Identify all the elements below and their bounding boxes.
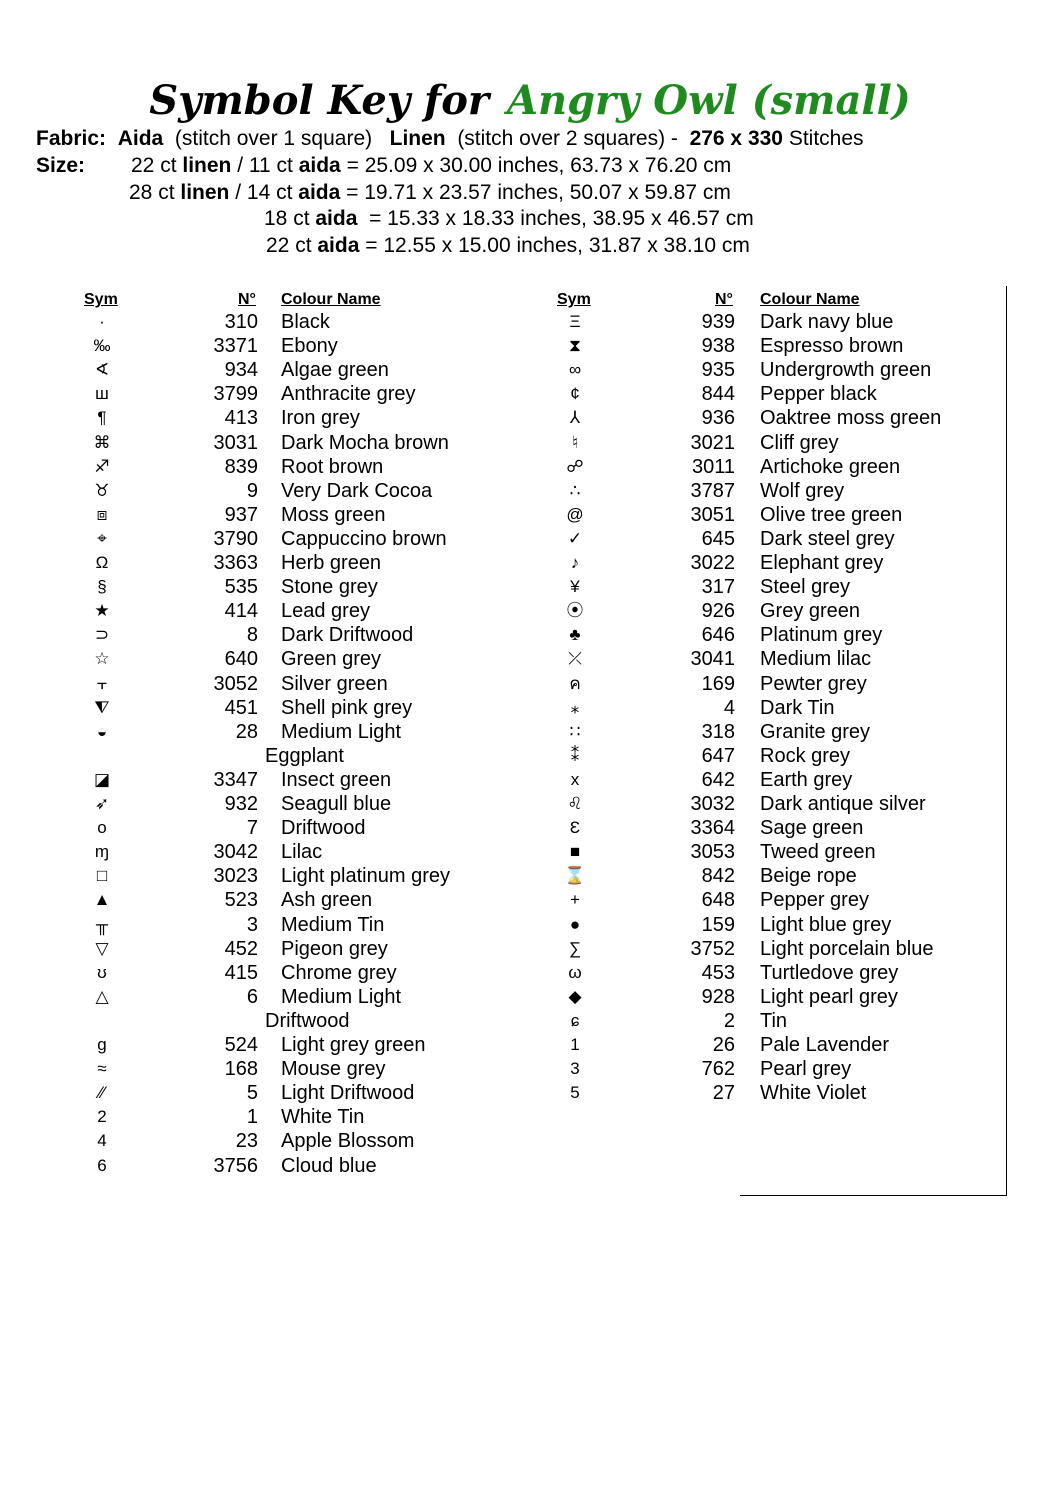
thread-number: 762 bbox=[701, 1058, 735, 1081]
page-title bbox=[0, 76, 1060, 126]
stitch-count: 276 x 330 bbox=[689, 127, 783, 150]
thread-number: 4 bbox=[723, 696, 735, 719]
fabric-linen: Linen bbox=[389, 127, 446, 150]
thread-number: 3011 bbox=[691, 455, 735, 478]
colour-name: Dark antique silver bbox=[760, 793, 926, 815]
thread-number: 317 bbox=[701, 576, 735, 599]
thread-number: 3031 bbox=[213, 431, 258, 454]
fabric-line bbox=[36, 126, 864, 152]
symbol-glyph: ⧈ bbox=[96, 504, 108, 524]
colour-name: Pale Lavender bbox=[760, 1034, 889, 1056]
header-num-right: N° bbox=[715, 291, 733, 308]
symbol-glyph: g bbox=[97, 1035, 107, 1054]
colour-name: Mouse grey bbox=[281, 1058, 386, 1081]
symbol-glyph: ⦿ bbox=[566, 601, 584, 621]
symbol-glyph: ✓ bbox=[567, 528, 583, 548]
symbol-glyph: ♮ bbox=[571, 432, 579, 452]
colour-name: Rock grey bbox=[760, 744, 851, 767]
thread-number: 3371 bbox=[213, 335, 258, 358]
colour-name: Light porcelain blue bbox=[760, 937, 934, 960]
symbol-glyph: @ bbox=[566, 504, 584, 524]
fabric-label: Fabric: bbox=[36, 127, 107, 150]
title-prefix: Symbol Key for bbox=[149, 77, 489, 124]
thread-number: 414 bbox=[224, 600, 258, 623]
symbol-glyph: ♉ bbox=[94, 480, 110, 500]
colour-name: Tweed green bbox=[760, 841, 876, 864]
thread-number: 928 bbox=[701, 985, 735, 1008]
thread-number: 937 bbox=[224, 503, 258, 526]
symbol-glyph: ⧗ bbox=[569, 336, 581, 356]
symbol-glyph: 5 bbox=[570, 1083, 580, 1103]
thread-number: 3053 bbox=[690, 841, 735, 864]
symbol-glyph: ➶ bbox=[94, 794, 110, 813]
header-sym-right: Sym bbox=[557, 291, 591, 308]
thread-number: 642 bbox=[701, 768, 735, 791]
symbol-glyph: + bbox=[570, 890, 580, 910]
colour-name: Dark Tin bbox=[760, 696, 835, 719]
colour-name: Shell pink grey bbox=[281, 696, 413, 719]
colour-name: Elephant grey bbox=[760, 552, 884, 574]
colour-name: Dark navy blue bbox=[760, 311, 894, 333]
thread-number: 169 bbox=[701, 672, 735, 695]
thread-number: 3051 bbox=[690, 503, 735, 526]
symbol-glyph: 4 bbox=[97, 1131, 107, 1151]
thread-number: 932 bbox=[224, 793, 258, 815]
colour-name: Ash green bbox=[281, 889, 373, 912]
colour-name: Herb green bbox=[281, 552, 382, 574]
symbol-glyph: ⁄⁄ bbox=[99, 1083, 105, 1103]
thread-number: 3023 bbox=[213, 865, 258, 888]
colour-name: Light platinum grey bbox=[281, 865, 450, 888]
symbol-glyph: ∷ bbox=[569, 721, 581, 741]
thread-number: 524 bbox=[224, 1034, 258, 1056]
thread-number: 3790 bbox=[213, 527, 258, 550]
symbol-glyph: ☍ bbox=[566, 456, 584, 476]
symbol-glyph: ⫟ bbox=[96, 673, 108, 693]
thread-number: 647 bbox=[701, 744, 735, 767]
symbol-glyph: ◆ bbox=[568, 986, 582, 1006]
symbol-glyph: ш bbox=[95, 384, 109, 404]
thread-number: 3 bbox=[246, 913, 258, 936]
thread-number: 3021 bbox=[690, 431, 735, 454]
colour-name: Stone grey bbox=[281, 576, 378, 599]
colour-name: Medium Tin bbox=[281, 913, 385, 936]
thread-number: 6 bbox=[246, 985, 258, 1008]
colour-name: White Violet bbox=[760, 1082, 867, 1105]
colour-name: Apple Blossom bbox=[281, 1130, 415, 1153]
thread-number: 27 bbox=[712, 1082, 735, 1105]
colour-name: Green grey bbox=[281, 648, 382, 671]
size-line-1: 22 ct linen / 11 ct aida = 25.09 x 30.00 inches, 63.73 x 76.20 cm bbox=[131, 154, 732, 177]
thread-number: 523 bbox=[224, 889, 258, 912]
colour-name: Light pearl grey bbox=[760, 985, 898, 1008]
header-num-left: N° bbox=[238, 291, 256, 308]
colour-name: Algae green bbox=[281, 359, 389, 382]
thread-number: 2 bbox=[723, 1009, 735, 1032]
colour-name: Lead grey bbox=[281, 600, 370, 623]
colour-name: Granite grey bbox=[760, 720, 871, 743]
thread-number: 3052 bbox=[213, 672, 258, 695]
symbol-glyph: ≈ bbox=[97, 1059, 107, 1079]
thread-number: 646 bbox=[701, 624, 735, 647]
thread-number: 648 bbox=[701, 889, 735, 912]
symbol-glyph: ‰ bbox=[93, 336, 111, 356]
symbol-glyph: x bbox=[570, 769, 580, 789]
colour-name: Undergrowth green bbox=[760, 359, 932, 382]
colour-name: Beige rope bbox=[760, 865, 857, 888]
thread-number: 926 bbox=[701, 600, 735, 623]
thread-number: 535 bbox=[224, 576, 258, 599]
thread-number: 451 bbox=[224, 696, 258, 719]
thread-number: 23 bbox=[235, 1130, 258, 1153]
symbol-glyph: ★ bbox=[94, 601, 110, 621]
colour-name: Artichoke green bbox=[760, 455, 901, 478]
symbol-glyph: ♌ bbox=[567, 794, 583, 813]
colour-name: Cappuccino brown bbox=[281, 527, 447, 550]
symbol-glyph: Ω bbox=[95, 553, 109, 572]
symbol-glyph: ♣ bbox=[569, 625, 581, 645]
symbol-glyph: ⅄ bbox=[569, 408, 581, 428]
colour-name: Sage green bbox=[760, 817, 864, 840]
colour-name: Pearl grey bbox=[760, 1058, 852, 1081]
colour-name: Anthracite grey bbox=[281, 383, 416, 406]
colour-name: Chrome grey bbox=[281, 961, 397, 984]
thread-number: 935 bbox=[701, 359, 735, 382]
symbol-glyph: · bbox=[99, 312, 105, 331]
colour-name: Pepper grey bbox=[760, 889, 869, 912]
colour-name: Pepper black bbox=[760, 383, 877, 406]
thread-number: 452 bbox=[224, 937, 258, 960]
symbol-glyph: ▲ bbox=[93, 890, 111, 910]
colour-name: Grey green bbox=[760, 600, 861, 623]
symbol-glyph: ⌛ bbox=[564, 866, 586, 886]
colour-name: Medium lilac bbox=[760, 648, 872, 671]
colour-name: Lilac bbox=[281, 841, 323, 864]
thread-number: 3347 bbox=[213, 768, 258, 791]
thread-number: 645 bbox=[701, 527, 735, 550]
size-line-4: 22 ct aida = 12.55 x 15.00 inches, 31.87 x 38.10 cm bbox=[266, 234, 750, 257]
size-line-2: 28 ct linen / 14 ct aida = 19.71 x 23.57 inches, 50.07 x 59.87 cm bbox=[129, 181, 731, 204]
colour-name-continued: Eggplant bbox=[265, 744, 344, 767]
symbol-glyph: ╥ bbox=[95, 914, 109, 934]
colour-name: Olive tree green bbox=[760, 503, 903, 526]
thread-number: 1 bbox=[246, 1106, 258, 1129]
symbol-glyph: Ξ bbox=[569, 312, 581, 331]
colour-name: Dark steel grey bbox=[760, 527, 895, 550]
header-name-left: Colour Name bbox=[281, 291, 381, 308]
symbol-glyph: § bbox=[97, 577, 107, 597]
thread-number: 3799 bbox=[213, 383, 258, 406]
colour-name: Cliff grey bbox=[760, 431, 839, 454]
symbol-glyph: ■ bbox=[569, 842, 581, 862]
size-line-3: 18 ct aida = 15.33 x 18.33 inches, 38.95 x 46.57 cm bbox=[264, 207, 754, 230]
thread-number: 939 bbox=[701, 311, 735, 333]
symbol-glyph: ∑ bbox=[568, 938, 582, 958]
symbol-glyph: 3 bbox=[570, 1059, 580, 1079]
symbol-glyph: Ɛ bbox=[569, 818, 581, 838]
colour-name: Ebony bbox=[281, 335, 338, 358]
thread-number: 936 bbox=[701, 407, 735, 430]
symbol-glyph: ¢ bbox=[570, 384, 580, 404]
fabric-aida: Aida bbox=[117, 127, 164, 150]
colour-name: Insect green bbox=[281, 768, 392, 791]
right-border-line bbox=[1006, 286, 1007, 1196]
thread-number: 7 bbox=[246, 817, 258, 840]
thread-number: 3041 bbox=[690, 648, 735, 671]
symbol-glyph: ∴ bbox=[569, 480, 581, 500]
thread-number: 934 bbox=[224, 359, 258, 382]
thread-number: 3363 bbox=[213, 552, 258, 574]
colour-name: Wolf grey bbox=[760, 479, 845, 502]
bottom-border-line bbox=[740, 1195, 1007, 1196]
symbol-glyph: ▽ bbox=[95, 938, 109, 958]
symbol-glyph: ¶ bbox=[97, 408, 107, 428]
symbol-glyph: ♪ bbox=[570, 553, 580, 572]
pattern-name: Angry Owl (small) bbox=[506, 77, 911, 124]
colour-name: Light blue grey bbox=[760, 913, 892, 936]
symbol-glyph: ¥ bbox=[570, 577, 580, 597]
symbol-glyph: ɕ bbox=[570, 1010, 580, 1030]
thread-number: 168 bbox=[224, 1058, 258, 1081]
colour-name: Earth grey bbox=[760, 768, 853, 791]
symbol-glyph: ♐ bbox=[94, 456, 110, 476]
thread-number: 453 bbox=[701, 961, 735, 984]
symbol-glyph: △ bbox=[95, 986, 109, 1006]
size-label: Size: bbox=[36, 154, 86, 177]
symbol-glyph: ɱ bbox=[94, 842, 110, 862]
colour-name: Driftwood bbox=[281, 817, 366, 840]
thread-number: 844 bbox=[701, 383, 735, 406]
colour-name: Espresso brown bbox=[760, 335, 904, 358]
thread-number: 3752 bbox=[690, 937, 735, 960]
symbol-glyph: □ bbox=[96, 866, 108, 886]
symbol-glyph: ∞ bbox=[568, 360, 582, 380]
colour-name: Dark Driftwood bbox=[281, 624, 414, 647]
symbol-glyph: ค bbox=[569, 673, 581, 693]
thread-number: 3022 bbox=[690, 552, 735, 574]
fabric-aida-note: (stitch over 1 square) bbox=[174, 127, 373, 150]
colour-name: Dark Mocha brown bbox=[281, 431, 449, 454]
symbol-glyph: ⌘ bbox=[93, 432, 111, 452]
colour-name: Very Dark Cocoa bbox=[281, 479, 433, 502]
colour-name: Tin bbox=[760, 1009, 788, 1032]
symbol-glyph: ⁑ bbox=[570, 745, 580, 765]
thread-number: 3364 bbox=[690, 817, 735, 840]
symbol-glyph: ● bbox=[569, 914, 581, 934]
colour-name: Platinum grey bbox=[760, 624, 883, 647]
symbol-glyph: ⁎ bbox=[570, 697, 580, 717]
thread-number: 413 bbox=[224, 407, 258, 430]
symbol-glyph: 6 bbox=[97, 1155, 107, 1175]
symbol-glyph: ⌖ bbox=[97, 528, 107, 548]
thread-number: 318 bbox=[701, 720, 735, 743]
thread-number: 8 bbox=[246, 624, 258, 647]
symbol-glyph: ⤫ bbox=[568, 649, 582, 669]
thread-number: 3756 bbox=[213, 1154, 258, 1177]
thread-number: 938 bbox=[701, 335, 735, 358]
symbol-glyph: ⧨ bbox=[94, 697, 110, 717]
colour-name: Black bbox=[281, 311, 330, 333]
colour-name: Iron grey bbox=[281, 407, 360, 430]
fabric-linen-note: (stitch over 2 squares) - bbox=[457, 127, 678, 150]
colour-name: Pewter grey bbox=[760, 672, 867, 695]
symbol-glyph: ◒ bbox=[96, 721, 108, 741]
symbol-glyph: ☆ bbox=[94, 649, 110, 669]
thread-number: 640 bbox=[224, 648, 258, 671]
colour-name: Root brown bbox=[281, 455, 384, 478]
colour-name: Oaktree moss green bbox=[760, 407, 942, 430]
thread-number: 9 bbox=[246, 479, 258, 502]
symbol-glyph: o bbox=[97, 818, 107, 838]
symbol-glyph: ◪ bbox=[93, 769, 111, 789]
symbol-glyph: ⊃ bbox=[94, 625, 110, 645]
thread-number: 842 bbox=[701, 865, 735, 888]
colour-name: Pigeon grey bbox=[281, 937, 388, 960]
thread-number: 159 bbox=[701, 913, 735, 936]
thread-number: 310 bbox=[224, 311, 258, 333]
thread-number: 415 bbox=[224, 961, 258, 984]
colour-name: Light Driftwood bbox=[281, 1082, 415, 1105]
colour-name: Silver green bbox=[281, 672, 388, 695]
thread-number: 5 bbox=[246, 1082, 258, 1105]
colour-name: Medium Light bbox=[281, 720, 402, 743]
symbol-glyph: ʊ bbox=[97, 962, 107, 982]
symbol-glyph: ω bbox=[568, 962, 582, 982]
thread-number: 3042 bbox=[213, 841, 258, 864]
colour-name: Moss green bbox=[281, 503, 386, 526]
colour-name: Seagull blue bbox=[281, 793, 392, 815]
stitches-label: Stitches bbox=[788, 127, 864, 150]
header-sym-left: Sym bbox=[84, 291, 118, 308]
colour-name: Turtledove grey bbox=[760, 961, 899, 984]
thread-number: 839 bbox=[224, 455, 258, 478]
colour-name: Steel grey bbox=[760, 576, 851, 599]
colour-name: White Tin bbox=[281, 1106, 365, 1129]
thread-number: 28 bbox=[235, 720, 258, 743]
symbol-glyph: 1 bbox=[570, 1035, 580, 1054]
header-name-right: Colour Name bbox=[760, 291, 860, 308]
colour-name: Light grey green bbox=[281, 1034, 426, 1056]
colour-name-continued: Driftwood bbox=[265, 1009, 350, 1032]
thread-number: 3032 bbox=[690, 793, 735, 815]
colour-name: Cloud blue bbox=[281, 1154, 377, 1177]
colour-name: Medium Light bbox=[281, 985, 402, 1008]
thread-number: 26 bbox=[712, 1034, 735, 1056]
symbol-glyph: ∢ bbox=[94, 360, 110, 380]
symbol-glyph: 2 bbox=[97, 1107, 107, 1127]
thread-number: 3787 bbox=[690, 479, 735, 502]
